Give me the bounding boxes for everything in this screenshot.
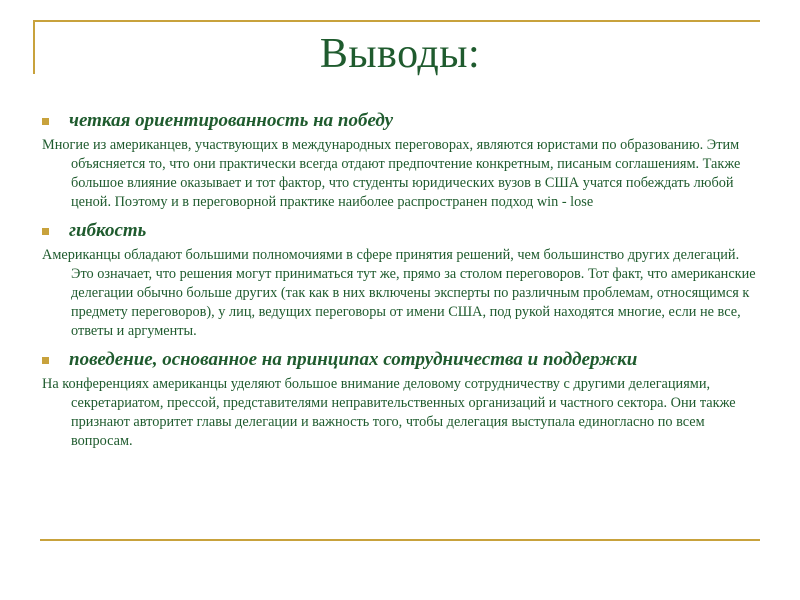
frame-bottom-line: [40, 539, 760, 541]
square-bullet-icon: [42, 228, 49, 235]
frame-top-line: [33, 20, 760, 22]
section-heading-text: гибкость: [69, 220, 147, 241]
section-heading-text: четкая ориентированность на победу: [69, 110, 394, 131]
section-heading-cooperation: [42, 347, 764, 373]
square-bullet-icon: [42, 357, 49, 364]
slide-title: Выводы:: [319, 31, 481, 77]
section-body-winning: Многие из американцев, участвующих в международных переговорах, являются юристами по образованию. Этим объясняется то, что они практически всегда отдают предпочтение конкретным, писаным соглашениям. Также большое влияние оказывает и тот фактор, что студенты юридических вузов в США учатся побеждать любой ценой. Поэтому и в переговорной практике наиболее распространен подход win - lose: [42, 137, 741, 210]
section-body-flexibility: Американцы обладают большими полномочиями в сфере принятия решений, чем большинство других делегаций. Это означает, что решения могут приниматься тут же, прямо за столом переговоров. Тот факт, что американские делегации обычно больше других (так как в них включены эксперты по различным проблемам, относящимся к предмету переговоров), у лиц, ведущих переговоры от имени США, под рукой находятся многие, если не все, ответы и аргументы.: [42, 247, 756, 339]
section-heading-text: поведение, основанное на принципах сотрудничества и поддержки: [69, 349, 638, 370]
section-heading-flexibility: [42, 218, 764, 244]
slide-content: [42, 108, 764, 457]
section-heading-winning: [42, 108, 764, 134]
square-bullet-icon: [42, 118, 49, 125]
section-body-cooperation: На конференциях американцы уделяют большое внимание деловому сотрудничеству с другими делегациями, секретариатом, прессой, представителями неправительственных организаций и частного сектора. Они также признают авторитет главы делегации и важность того, чтобы делегация выступала единогласно по всем вопросам.: [42, 376, 736, 449]
